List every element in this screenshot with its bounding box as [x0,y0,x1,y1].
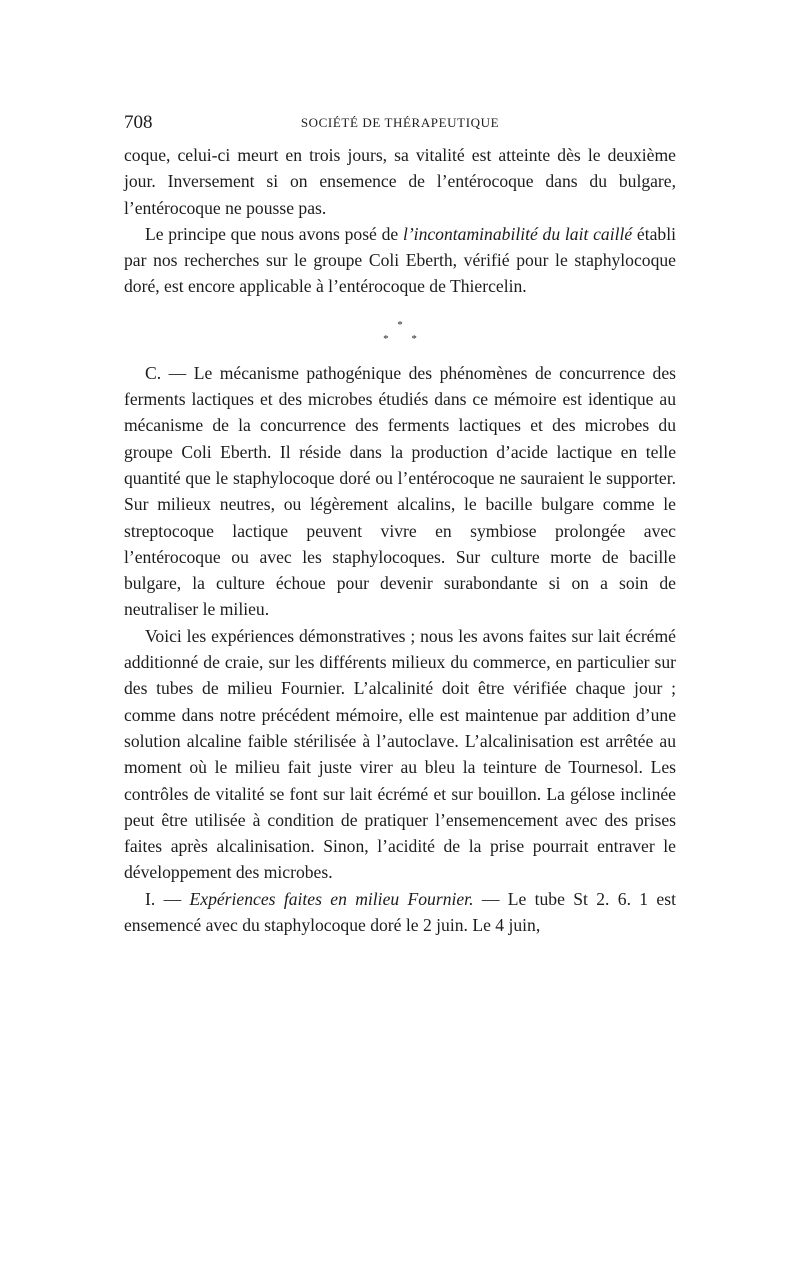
body-text [124,142,676,938]
paragraph-principle-start: Le principe que nous avons posé de [145,223,403,244]
book-page [124,112,676,938]
paragraph-principle-end: établi par nos recherches sur le groupe Coli Eberth, vérifié pour le staphylocoque doré, est encore applicable à l’entérocoque de Thiercelin. [124,223,676,297]
asterism-top-star: * [397,318,403,331]
section-asterism [124,308,676,356]
experiment-numeral: I. — [145,888,190,909]
running-head [124,112,676,142]
experiment-one-text: — Le tube St 2. 6. 1 est ensemencé avec du staphylocoque doré le 2 juin. Le 4 juin, [124,888,676,936]
italic-term-incontaminabilite: l’incontaminabilité du lait caillé [402,223,633,244]
running-title: SOCIÉTÉ DE THÉRAPEUTIQUE [300,115,500,130]
paragraph-continuation: coque, celui-ci meurt en trois jours, sa vitalité est atteinte dès le deuxième jour. Inversement si on ensemence de l’entérocoque dans du bulgare, l’entérocoque ne pousse pas. [124,145,676,218]
paragraph-experiments: Voici les expériences démonstratives ; nous les avons faites sur lait écrémé additionné de craie, sur les différents milieux du commerce, en particulier sur des tubes de milieu Fournier. L’alcalinité doit être vérifiée chaque jour ; comme dans notre précédent mémoire, elle est maintenue par addition d’une solution alcaline faible stérilisée à l’autoclave. L’alcalinisation est arrêtée au moment où le milieu fait juste virer au bleu la teinture de Tournesol. Les contrôles de vitalité se font sur lait écrémé et sur bouillon. La gélose inclinée peut être utilisée à condition de pratiquer l’ensemencement avec des prises faites après alcalinisation. Sinon, l’acidité de la prise pourrait entraver le développement des microbes. [124,625,676,883]
asterism-bottom-stars: * * [383,332,427,345]
paragraph-experiment-one [124,886,676,939]
page-number: 708 [124,112,153,133]
italic-heading-fournier: Expériences faites en milieu Fournier. [189,888,474,909]
paragraph-principle [124,221,676,300]
paragraph-mechanism: C. — Le mécanisme pathogénique des phénomènes de concurrence des ferments lactiques et des microbes étudiés dans ce mémoire est identique au mécanisme de la concurrence des ferments lactiques et des microbes du groupe Coli Eberth. Il réside dans la production d’acide lactique en telle quantité que le staphylocoque doré ou l’entérocoque ne sauraient le supporter. Sur milieux neutres, ou légèrement alcalins, le bacille bulgare comme le streptocoque lactique peuvent vivre en symbiose prolongée avec l’entérocoque ou avec les staphylocoques. Sur culture morte de bacille bulgare, la culture échoue pour devenir surabondante si on a soin de neutraliser le milieu. [124,362,676,620]
